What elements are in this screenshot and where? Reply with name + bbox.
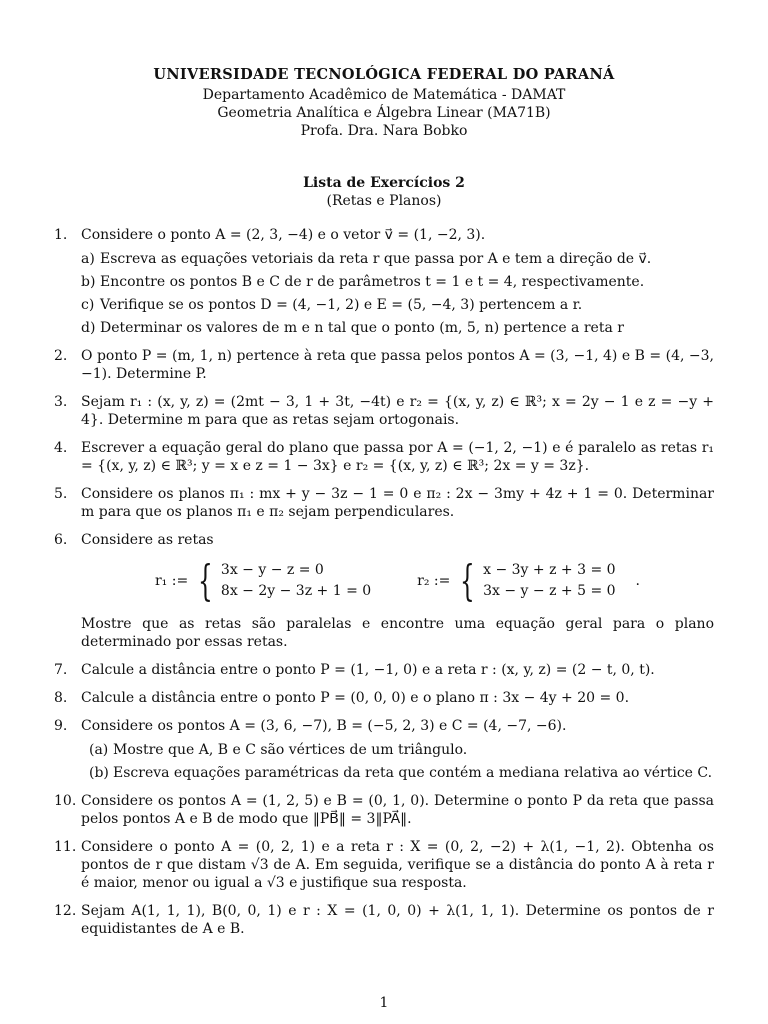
exercise-text: Considere os pontos A = (1, 2, 5) e B = (0, 1, 0). Determine o ponto P da reta que passa pelos pontos A e B de modo que ‖PB⃗‖ = 3‖PA⃗‖. bbox=[81, 793, 714, 827]
exercise-6 bbox=[54, 531, 714, 651]
page-number: 1 bbox=[379, 995, 389, 1011]
exercise-number: 11. bbox=[54, 839, 77, 855]
system-r1 bbox=[154, 556, 372, 605]
subitem-label: d) bbox=[81, 320, 96, 336]
exercise-text: Calcule a distância entre o ponto P = (1, −1, 0) e a reta r : (x, y, z) = (2 − t, 0, t). bbox=[81, 662, 655, 678]
subitem-text: Escreva equações paramétricas da reta que contém a mediana relativa ao vértice C. bbox=[113, 765, 713, 781]
exercise-number: 8. bbox=[54, 690, 68, 706]
exercise-11 bbox=[54, 838, 714, 892]
subitem-text: Encontre os pontos B e C de r de parâmetros t = 1 e t = 4, respectivamente. bbox=[100, 274, 645, 290]
exercise-number: 7. bbox=[54, 662, 68, 678]
exercise-9 bbox=[54, 717, 714, 782]
subitem bbox=[81, 250, 714, 268]
list-title-main: Lista de Exercícios 2 bbox=[303, 175, 465, 191]
left-brace: { bbox=[460, 556, 476, 605]
subitem-label: a) bbox=[81, 251, 95, 267]
subitem-text: Mostre que A, B e C são vértices de um triângulo. bbox=[113, 742, 468, 758]
exercise-3 bbox=[54, 393, 714, 429]
exercise-number: 9. bbox=[54, 718, 68, 734]
exercise-text: Calcule a distância entre o ponto P = (0, 0, 0) e o plano π : 3x − 4y + 20 = 0. bbox=[81, 690, 630, 706]
list-title bbox=[0, 174, 768, 210]
exercise-number: 3. bbox=[54, 394, 68, 410]
exercise-number: 1. bbox=[54, 227, 68, 243]
system-equations bbox=[221, 560, 371, 602]
exercise-number: 12. bbox=[54, 903, 77, 919]
subitem bbox=[81, 319, 714, 337]
exercise-text: Considere os planos π₁ : mx + y − 3z − 1 = 0 e π₂ : 2x − 3my + 4z + 1 = 0. Determinar m para que os planos π₁ e π₂ sejam perpendiculares. bbox=[81, 486, 714, 520]
exercise-text: Sejam r₁ : (x, y, z) = (2mt − 3, 1 + 3t, −4t) e r₂ = {(x, y, z) ∈ ℝ³; x = 2y − 1 e z = −y + 4}. Determine m para que as retas sejam ortogonais. bbox=[81, 394, 714, 428]
exercise-text: Escrever a equação geral do plano que passa por A = (−1, 2, −1) e é paralelo as retas r₁ = {(x, y, z) ∈ ℝ³; y = x e z = 1 − 3x} e r₂ = {(x, y, z) ∈ ℝ³; 2x = y = 3z}. bbox=[81, 440, 714, 474]
exercise-4 bbox=[54, 439, 714, 475]
exercise-number: 10. bbox=[54, 793, 77, 809]
subitem-text: Escreva as equações vetoriais da reta r que passa por A e tem a direção de v⃗. bbox=[100, 251, 652, 267]
system-r2 bbox=[417, 556, 640, 605]
system-end-period: . bbox=[635, 573, 640, 589]
exercise-text-continued: Mostre que as retas são paralelas e encontre uma equação geral para o plano determinado por essas retas. bbox=[81, 616, 714, 650]
equation: 3x − y − z + 5 = 0 bbox=[483, 583, 616, 599]
equation: 3x − y − z = 0 bbox=[220, 562, 324, 578]
exercise-5 bbox=[54, 485, 714, 521]
exercise-text: Sejam A(1, 1, 1), B(0, 0, 1) e r : X = (1, 0, 0) + λ(1, 1, 1). Determine os pontos de r equidistantes de A e B. bbox=[81, 903, 714, 937]
exercise-10 bbox=[54, 792, 714, 828]
exercise-7 bbox=[54, 661, 714, 679]
exercise-8 bbox=[54, 689, 714, 707]
subitem-label: (b) bbox=[89, 765, 109, 781]
exercise-text: Considere o ponto A = (2, 3, −4) e o vetor v⃗ = (1, −2, 3). bbox=[81, 227, 486, 243]
exercise-text: Considere as retas bbox=[81, 532, 214, 548]
subitem-list bbox=[81, 741, 714, 782]
equation-systems bbox=[81, 556, 714, 605]
subitem-label: (a) bbox=[89, 742, 109, 758]
subitem-text: Verifique se os pontos D = (4, −1, 2) e E = (5, −4, 3) pertencem a r. bbox=[100, 297, 583, 313]
department-name: Departamento Acadêmico de Matemática - DAMAT bbox=[202, 87, 566, 103]
subitem-label: c) bbox=[81, 297, 95, 313]
exercise-text: Considere o ponto A = (0, 2, 1) e a reta r : X = (0, 2, −2) + λ(1, −1, 2). Obtenha os pontos de r que distam √3 de A. Em seguida, verifique se a distância do ponto A à reta r é maior, menor ou igual a √3 e justifique sua resposta. bbox=[81, 839, 714, 891]
list-subtitle: (Retas e Planos) bbox=[326, 193, 442, 209]
subitem-text: Determinar os valores de m e n tal que o ponto (m, 5, n) pertence a reta r bbox=[100, 320, 624, 336]
exercise-number: 2. bbox=[54, 348, 68, 364]
exercise-number: 4. bbox=[54, 440, 68, 456]
system-equations bbox=[483, 560, 615, 602]
equation: 8x − 2y − 3z + 1 = 0 bbox=[220, 583, 372, 599]
system-label: r₁ := bbox=[154, 573, 189, 589]
exercise-list bbox=[54, 226, 714, 948]
exercise-number: 6. bbox=[54, 532, 68, 548]
exercise-text: O ponto P = (m, 1, n) pertence à reta que passa pelos pontos A = (3, −1, 4) e B = (4, −3, −1). Determine P. bbox=[81, 348, 714, 382]
exercise-number: 5. bbox=[54, 486, 68, 502]
left-brace: { bbox=[198, 556, 213, 605]
exercise-1 bbox=[54, 226, 714, 337]
subitem-label: b) bbox=[81, 274, 96, 290]
equation: x − 3y + z + 3 = 0 bbox=[483, 562, 616, 578]
subitem-list bbox=[81, 250, 714, 337]
exercise-12 bbox=[54, 902, 714, 938]
course-name: Geometria Analítica e Álgebra Linear (MA71B) bbox=[217, 105, 551, 121]
subitem bbox=[81, 273, 714, 291]
professor-name: Profa. Dra. Nara Bobko bbox=[300, 123, 468, 139]
system-label: r₂ := bbox=[417, 573, 451, 589]
exercise-text: Considere os pontos A = (3, 6, −7), B = (−5, 2, 3) e C = (4, −7, −6). bbox=[81, 718, 567, 734]
header bbox=[0, 66, 768, 140]
subitem bbox=[81, 741, 714, 759]
exercise-2 bbox=[54, 347, 714, 383]
subitem bbox=[81, 296, 714, 314]
university-name: UNIVERSIDADE TECNOLÓGICA FEDERAL DO PARANÁ bbox=[153, 66, 615, 83]
subitem bbox=[81, 764, 714, 782]
